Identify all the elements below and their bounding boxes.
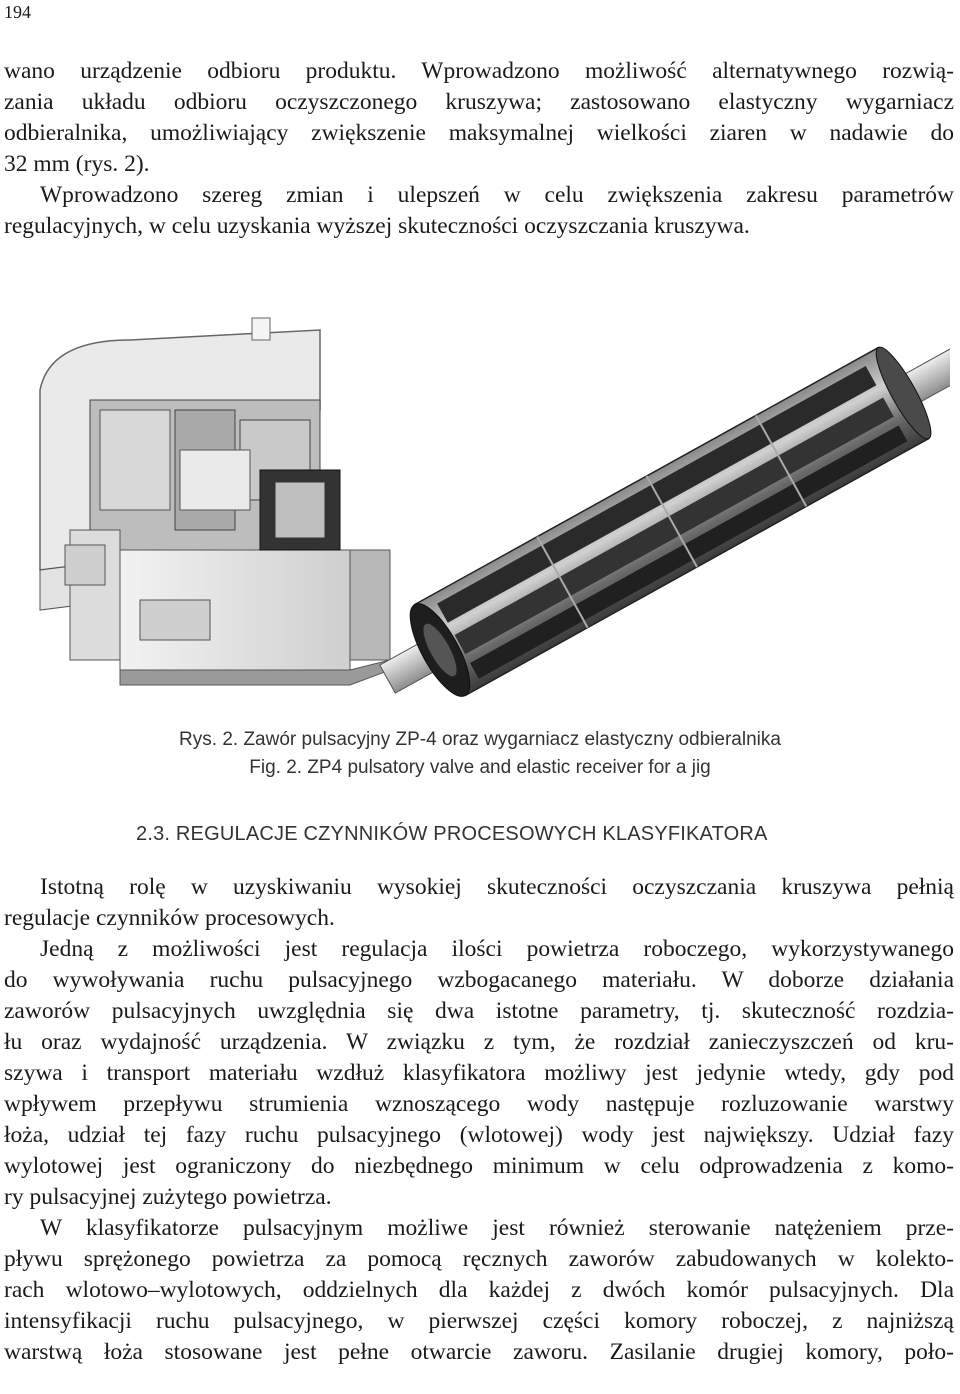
text-line: ry pulsacyjnej zużytego powietrza. [4, 1184, 332, 1210]
paragraph-air-regulation [4, 934, 954, 1213]
figure-2 [20, 310, 950, 710]
text-line: zaworów pulsacyjnych uwzględnia się dwa istotne parametry, tj. skuteczność rozdzia- [4, 998, 954, 1024]
elastic-receiver-drawing [362, 310, 950, 710]
text-line: Istotną rolę w uzyskiwaniu wysokiej skuteczności oczyszczania kruszywa pełnią [40, 874, 954, 900]
paragraph-intro [4, 56, 954, 180]
paragraph-improvements [4, 180, 954, 242]
text-line: intensyfikacji ruchu pulsacyjnego, w pierwszej części komory roboczej, z najniższą [4, 1308, 954, 1334]
text-line: 32 mm (rys. 2). [4, 151, 150, 177]
text-line: warstwą łoża stosowane jest pełne otwarcie zaworu. Zasilanie drugiej komory, poło- [4, 1339, 954, 1365]
text-line: szywa i transport materiału wzdłuż klasyfikatora możliwy jest jedynie wtedy, gdy pod [4, 1060, 954, 1086]
intro-text [4, 56, 954, 242]
text-line: łoża, udział tej fazy ruchu pulsacyjnego (wlotowej) wody jest największy. Udział fazy [4, 1122, 954, 1148]
section-body [4, 872, 954, 1368]
text-line: zania układu odbioru oczyszczonego kruszywa; zastosowano elastyczny wygarniacz [4, 89, 954, 115]
figure-caption-en: Fig. 2. ZP4 pulsatory valve and elastic receiver for a jig [249, 757, 711, 778]
text-line: odbieralnika, umożliwiający zwiększenie maksymalnej wielkości ziaren w nadawie do [4, 120, 954, 146]
figure-illustration [20, 310, 950, 710]
text-line: regulacje czynników procesowych. [4, 905, 335, 931]
text-line: Wprowadzono szereg zmian i ulepszeń w celu zwiększenia zakresu parametrów [40, 182, 954, 208]
text-line: do wywoływania ruchu pulsacyjnego wzbogacanego materiału. W doborze działania [4, 967, 954, 993]
text-line: W klasyfikatorze pulsacyjnym możliwe jest również sterowanie natężeniem prze- [40, 1215, 954, 1241]
text-line: regulacyjnych, w celu uzyskania wyższej skuteczności oczyszczania kruszywa. [4, 213, 750, 239]
pulsatory-valve-drawing [40, 318, 390, 685]
text-line: łu oraz wydajność urządzenia. W związku z tym, że rozdział zanieczyszczeń od kru- [4, 1029, 954, 1055]
text-line: wylotowej jest ograniczony do niezbędnego minimum w celu odprowadzenia z komo- [4, 1153, 954, 1179]
figure-caption-pl: Rys. 2. Zawór pulsacyjny ZP-4 oraz wygarniacz elastyczny odbieralnika [179, 729, 781, 750]
page-number: 194 [4, 2, 31, 22]
section-heading: 2.3. REGULACJE CZYNNIKÓW PROCESOWYCH KLASYFIKATORA [136, 823, 768, 845]
paragraph-process-factors [4, 872, 954, 934]
text-line: pływu sprężonego powietrza za pomocą ręcznych zaworów zabudowanych w kolekto- [4, 1246, 954, 1272]
text-line: rach wlotowo–wylotowych, oddzielnych dla każdej z dwóch komór pulsacyjnych. Dla [4, 1277, 954, 1303]
text-line: Jedną z możliwości jest regulacja ilości powietrza roboczego, wykorzystywanego [40, 936, 954, 962]
paragraph-air-flow-control [4, 1213, 954, 1368]
text-line: wano urządzenie odbioru produktu. Wprowadzono możliwość alternatywnego rozwią- [4, 58, 954, 84]
text-line: wpływem przepływu strumienia wznoszącego wody następuje rozluzowanie warstwy [4, 1091, 954, 1117]
